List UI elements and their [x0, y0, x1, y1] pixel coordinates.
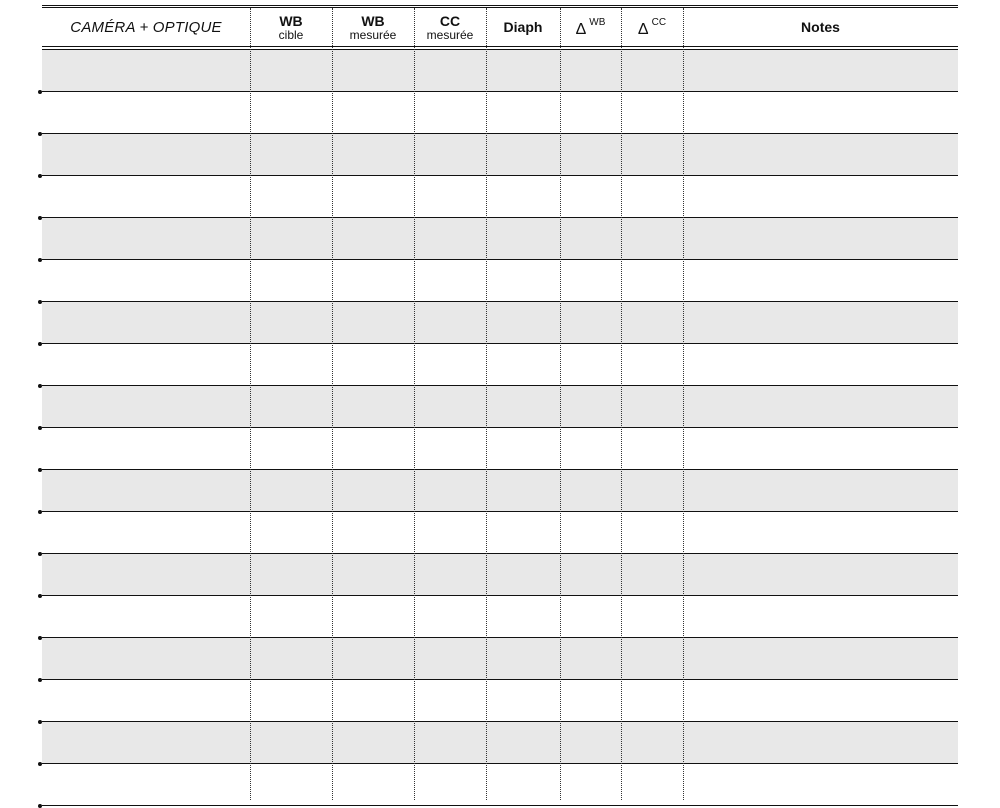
table-row — [42, 554, 958, 596]
table-row — [42, 218, 958, 260]
header-diaph-label: Diaph — [503, 19, 543, 36]
header-wb-cible-label: WB — [279, 12, 303, 29]
table-row — [42, 92, 958, 134]
table-row — [42, 680, 958, 722]
column-divider — [486, 8, 487, 800]
column-divider — [621, 8, 622, 800]
header-wb-mesuree-sub: mesurée — [349, 28, 397, 43]
header-rule-1 — [42, 46, 958, 47]
header-delta-cc-sup: CC — [651, 17, 667, 29]
column-divider — [332, 8, 333, 800]
column-divider — [560, 8, 561, 800]
header-camera-label: CAMÉRA + OPTIQUE — [70, 18, 222, 36]
header-delta-cc — [621, 8, 683, 48]
table-row — [42, 722, 958, 764]
table-row — [42, 386, 958, 428]
header-cc-mesuree-sub: mesurée — [426, 28, 474, 43]
header-wb-mesuree-label: WB — [361, 12, 385, 29]
column-divider — [250, 8, 251, 800]
header-cc-mesuree-label: CC — [439, 12, 461, 29]
table-header — [42, 8, 958, 48]
table-row — [42, 428, 958, 470]
table-row — [42, 260, 958, 302]
header-wb-mesuree — [332, 8, 414, 48]
header-notes-label: Notes — [801, 19, 840, 36]
column-divider — [683, 8, 684, 800]
table-row — [42, 344, 958, 386]
table-row — [42, 302, 958, 344]
column-divider — [414, 8, 415, 800]
header-wb-cible — [250, 8, 332, 48]
table-row — [42, 512, 958, 554]
header-wb-cible-sub: cible — [278, 28, 304, 43]
header-diaph — [486, 8, 560, 48]
delta-icon: Δ — [637, 21, 649, 39]
table-row — [42, 176, 958, 218]
top-rule — [42, 5, 958, 6]
header-notes — [683, 8, 958, 48]
header-camera-optique — [42, 8, 250, 48]
header-cc-mesuree — [414, 8, 486, 48]
delta-icon: Δ — [575, 21, 587, 39]
header-delta-wb — [560, 8, 621, 48]
header-delta-wb-sup: WB — [589, 17, 606, 29]
table-row — [42, 470, 958, 512]
table-row — [42, 50, 958, 92]
table-row — [42, 596, 958, 638]
table-row — [42, 134, 958, 176]
table-row — [42, 638, 958, 680]
row-bullet — [38, 804, 42, 808]
